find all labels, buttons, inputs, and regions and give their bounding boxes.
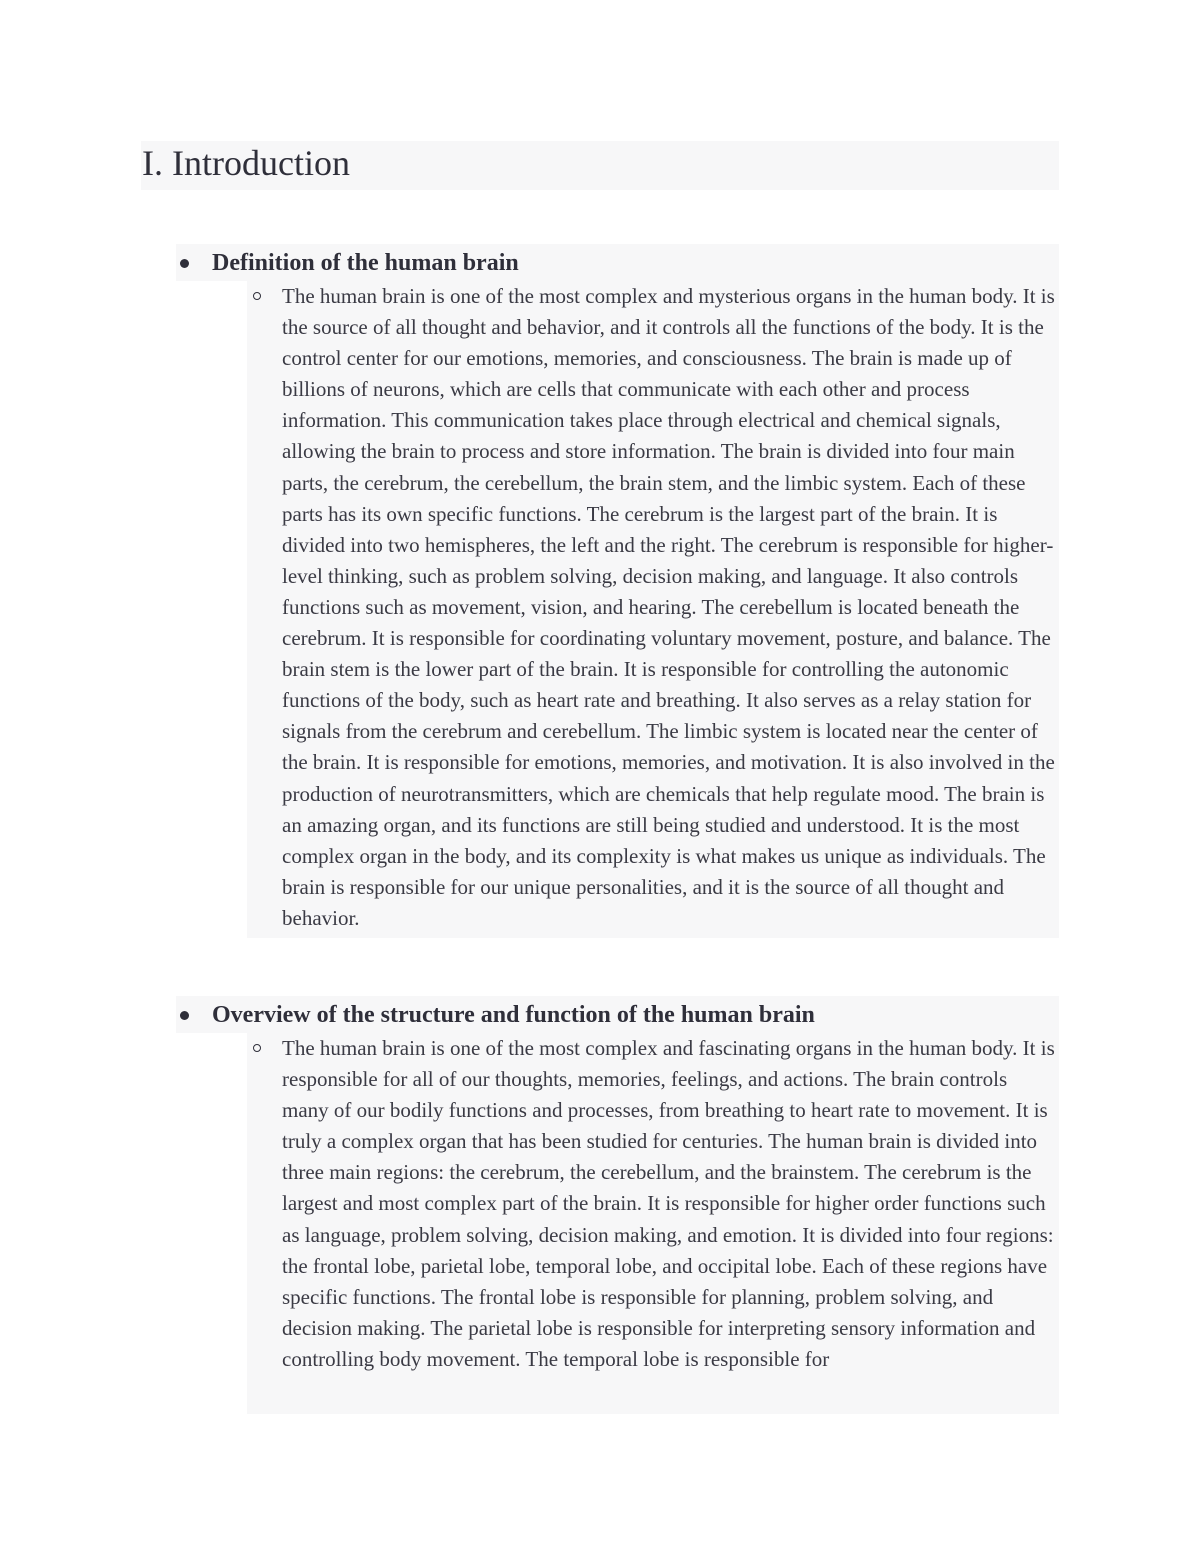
bullet-dot-icon [180, 259, 189, 268]
section-definition [176, 244, 1059, 938]
bullet-title: Definition of the human brain [212, 250, 519, 276]
sub-bullet-item [247, 281, 1059, 938]
bullet-item [176, 996, 1059, 1033]
bullet-title: Overview of the structure and function of the human brain [212, 1002, 815, 1028]
page-title: I. Introduction [142, 143, 350, 183]
bullet-dot-icon [180, 1011, 189, 1020]
paragraph: The human brain is one of the most complex and fascinating organs in the human body. It is responsible for all of our thoughts, memories, feelings, and actions. The brain controls many of our bodily functions and processes, from breathing to heart rate to movement. It is truly a complex organ that has been studied for centuries. The human brain is divided into three main regions: the cerebrum, the cerebellum, and the brainstem. The cerebrum is the largest and most complex part of the brain. It is responsible for higher order functions such as language, problem solving, decision making, and emotion. It is divided into four regions: the frontal lobe, parietal lobe, temporal lobe, and occipital lobe. Each of these regions have specific functions. The frontal lobe is responsible for planning, problem solving, and decision making. The parietal lobe is responsible for interpreting sensory information and controlling body movement. The temporal lobe is responsible for [282, 1036, 1055, 1371]
sub-bullet-circle-icon [253, 1044, 261, 1052]
sub-bullet-circle-icon [253, 292, 261, 300]
section-overview [176, 996, 1059, 1414]
sub-bullet-item [247, 1033, 1059, 1414]
paragraph: The human brain is one of the most complex and mysterious organs in the human body. It is the source of all thought and behavior, and it controls all the functions of the body. It is the control center for our emotions, memories, and consciousness. The brain is made up of billions of neurons, which are cells that communicate with each other and process information. This communication takes place through electrical and chemical signals, allowing the brain to process and store information. The brain is divided into four main parts, the cerebrum, the cerebellum, the brain stem, and the limbic system. Each of these parts has its own specific functions. The cerebrum is the largest part of the brain. It is divided into two hemispheres, the left and the right. The cerebrum is responsible for higher-level thinking, such as problem solving, decision making, and language. It also controls functions such as movement, vision, and hearing. The cerebellum is located beneath the cerebrum. It is responsible for coordinating voluntary movement, posture, and balance. The brain stem is the lower part of the brain. It is responsible for controlling the autonomic functions of the body, such as heart rate and breathing. It also serves as a relay station for signals from the cerebrum and cerebellum. The limbic system is located near the center of the brain. It is responsible for emotions, memories, and motivation. It is also involved in the production of neurotransmitters, which are chemicals that help regulate mood. The brain is an amazing organ, and its functions are still being studied and understood. It is the most complex organ in the body, and its complexity is what makes us unique as individuals. The brain is responsible for our unique personalities, and it is the source of all thought and behavior. [282, 284, 1055, 930]
bullet-item [176, 244, 1059, 281]
